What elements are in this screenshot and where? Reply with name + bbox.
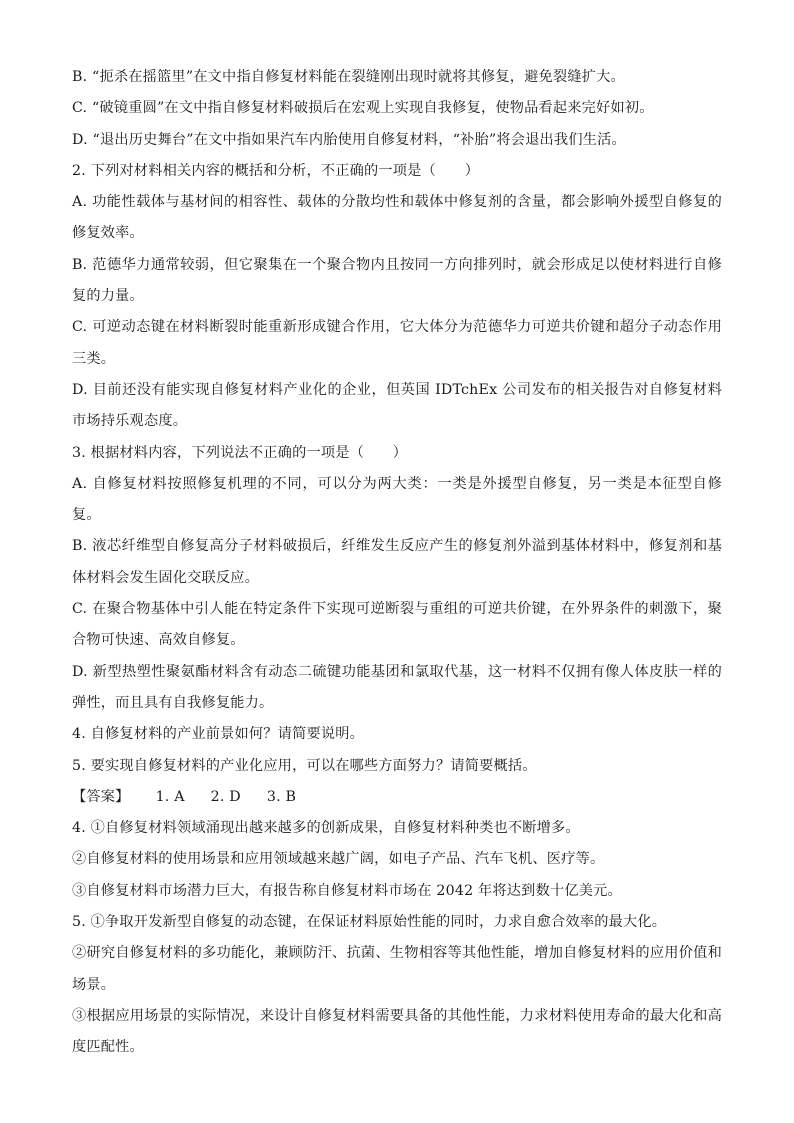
option-c-q1: C. “破镜重圆”在文中指自修复材料破损后在宏观上实现自我修复，使物品看起来完好如初。 bbox=[72, 100, 654, 117]
document-body bbox=[72, 62, 722, 1064]
option-c-q3: C. 在聚合物基体中引人能在特定条件下实现可逆断裂与重组的可逆共价键，在外界条件的刺激下，聚合物可快速、高效自修复。 bbox=[72, 601, 722, 649]
question-3: 3. 根据材料内容，下列说法不正确的一项是（ ） bbox=[72, 444, 408, 461]
option-d-q3: D. 新型热塑性聚氨酯材料含有动态二硫键功能基团和氯取代基，这一材料不仅拥有像人体皮肤一样的弹性，而且具有自我修复能力。 bbox=[72, 663, 722, 711]
answer-4-point-1: 4. ①自修复材料领域涌现出越来越多的创新成果，自修复材料种类也不断增多。 bbox=[72, 820, 580, 837]
option-a-q3: A. 自修复材料按照修复机理的不同，可以分为两大类：一类是外援型自修复，另一类是本征型自修复。 bbox=[72, 475, 722, 524]
answer-tag: 【答案】 bbox=[72, 788, 130, 805]
answer-line bbox=[72, 782, 722, 813]
question-4: 4. 自修复材料的产业前景如何？请简要说明。 bbox=[72, 726, 365, 743]
option-c-q2: C. 可逆动态键在材料断裂时能重新形成键合作用，它大体分为范德华力可逆共价键和超分子动态作用三类。 bbox=[72, 319, 722, 367]
answer-5-point-3: ③根据应用场景的实际情况，来设计自修复材料需要具备的其他性能，力求材料使用寿命的最大化和高度匹配性。 bbox=[72, 1007, 722, 1056]
question-2: 2. 下列对材料相关内容的概括和分析，不正确的一项是（ ） bbox=[72, 162, 480, 179]
answer-item-1: 1. A bbox=[155, 788, 185, 805]
answer-5-point-2: ②研究自修复材料的多功能化，兼顾防汗、抗菌、生物相容等其他性能，增加自修复材料的应用价值和场景。 bbox=[72, 945, 722, 993]
option-b-q1: B. “扼杀在摇篮里”在文中指自修复材料能在裂缝刚出现时就将其修复，避免裂缝扩大。 bbox=[72, 69, 625, 85]
option-b-q3: B. 液芯纤维型自修复高分子材料破损后，纤维发生反应产生的修复剂外溢到基体材料中，修复剂和基体材料会发生固化交联反应。 bbox=[72, 538, 722, 586]
answer-4-point-3: ③自修复材料市场潜力巨大，有报告称自修复材料市场在 2042 年将达到数十亿美元。 bbox=[72, 882, 622, 899]
answer-item-3: 3. B bbox=[266, 788, 297, 805]
answer-item-2: 2. D bbox=[210, 788, 241, 805]
answer-5-point-1: 5. ①争取开发新型自修复的动态键，在保证材料原始性能的同时，力求自愈合效率的最大化。 bbox=[72, 914, 667, 931]
option-a-q2: A. 功能性载体与基材间的相容性、载体的分散均性和载体中修复剂的含量，都会影响外援型自修复的修复效率。 bbox=[72, 194, 722, 242]
option-d-q1: D. “退出历史舞台”在文中指如果汽车内胎使用自修复材料，“补胎”将会退出我们生活。 bbox=[72, 131, 626, 148]
answer-4-point-2: ②自修复材料的使用场景和应用领域越来越广阔，如电子产品、汽车飞机、医疗等。 bbox=[72, 851, 605, 868]
option-d-q2: D. 目前还没有能实现自修复材料产业化的企业，但英国 IDTchEx 公司发布的相关报告对自修复材料市场持乐观态度。 bbox=[72, 381, 722, 430]
question-5: 5. 要实现自修复材料的产业化应用，可以在哪些方面努力？请简要概括。 bbox=[72, 757, 537, 774]
option-b-q2: B. 范德华力通常较弱，但它聚集在一个聚合物内且按同一方向排列时，就会形成足以使材料进行自修复的力量。 bbox=[72, 256, 722, 305]
